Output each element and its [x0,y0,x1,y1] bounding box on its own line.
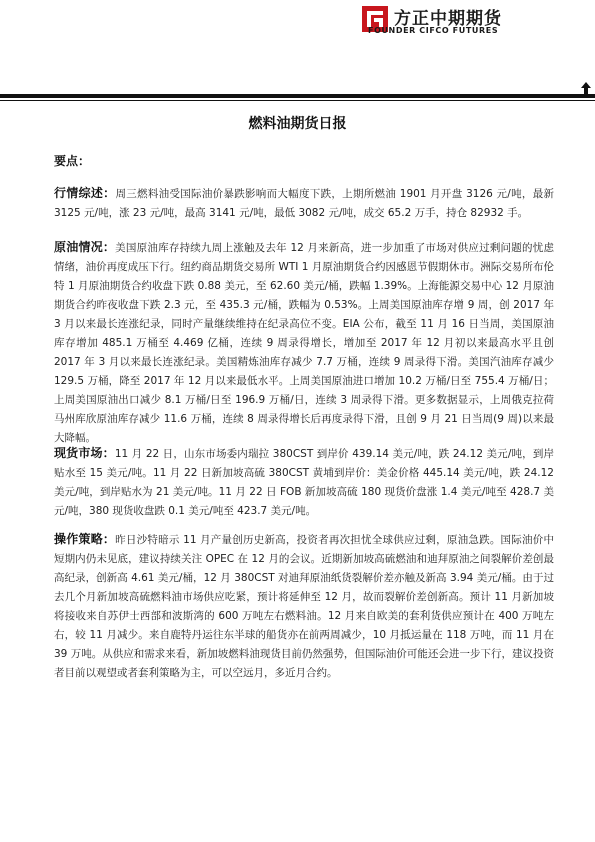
section-crude-oil [54,238,554,448]
section-label: 现货市场： [54,446,115,460]
section-trading-strategy [54,530,554,683]
section-spot-market [54,444,554,521]
brand-name-en: FOUNDER CIFCO FUTURES [368,26,499,35]
section-label: 行情综述： [54,186,116,200]
header-rule-thin [0,100,595,101]
section-text: 昨日沙特暗示 11 月产量创历史新高，投资者再次担忧全球供应过剩，原油急跌。国际油价中短期内仍未见底，建议持续关注 OPEC 在 12 月的会议。近期新加坡高硫燃油和迪拜原油之间裂解价差创最高纪录，创新高 4.61 美元/桶，12 月 380CST 对迪拜原油纸货裂解价差亦触及新高 3.94 美元/桶。由于过去几个月新加坡高硫燃料油市场供应吃紧，预计将延伸至 12 月，故而裂解价差创新高。预计 11 月新加坡将接收来自苏伊士西部和波斯湾的 600 万吨左右燃料油。12 月来自欧美的套利货供应预计在 400 万吨左右，较 11 月减少。来自鹿特丹运往东半球的船货亦在前两周减少，10 月抵运量在 118 万吨，而 11 月在 39 万吨。从供应和需求来看，新加坡燃料油现货目前仍然强势，但国际油价可能还会进一步下行，建议投资者目前以观望或者套利策略为主，可以空远月，多近月合约。 [54,534,554,679]
page-header [0,0,595,100]
brand-name-cn: 方正中期期货 [394,9,502,29]
section-text: 周三燃料油受国际油价暴跌影响而大幅度下跌，上期所燃油 1901 月开盘 3126 元/吨，最新 3125 元/吨，涨 23 元/吨，最高 3141 元/吨，最低 3082 元/吨，成交 65.2 万手，持仓 82932 手。 [54,188,554,219]
section-text: 美国原油库存持续九周上涨触及去年 12 月来新高，进一步加重了市场对供应过剩问题的忧虑情绪，油价再度成压下行。纽约商品期货交易所 WTI 1 月原油期货合约因感恩节假期休市。洲际交易所布伦特 1 月原油期货合约收盘下跌 0.88 美元，至 62.60 美元/桶，跌幅 1.39%。上海能源交易中心 12 月原油期货合约昨夜收盘下跌 2.3 元，至 435.3 元/桶，跌幅为 0.53%。上周美国原油库存增 9 周，创 2017 年 3 月以来最长连涨纪录，同时产量继续维持在纪录高位不变。EIA 公布，截至 11 月 16 日当周，美国原油库存增加 485.1 万桶至 4.469 亿桶，连续 9 周录得增长，增加至 2017 年 12 月初以来最高水平且创 2017 年 3 月以来最长连涨纪录。美国精炼油库存减少 7.7 万桶，连续 9 周录得下滑。美国汽油库存减少 129.5 万桶，降至 2017 年 12 月以来最低水平。上周美国原油进口增加 10.2 万桶/日至 755.4 万桶/日；上周美国原油出口减少 8.1 万桶/日至 196.9 万桶/日，连续 3 周录得下滑。更多数据显示，上周俄克拉荷马州库欣原油库存减少 11.6 万桶，连续 8 周录得增长后再度录得下滑，且创 9 月 21 日当周(9 周)以来最大降幅。 [54,242,554,444]
key-points-heading: 要点： [54,154,91,168]
section-label: 原油情况： [54,240,116,254]
section-label: 操作策略： [54,532,116,546]
header-rule-thick [0,94,595,98]
document-title: 燃料油期货日报 [248,116,347,132]
section-text: 11 月 22 日，山东市场委内瑞拉 380CST 到岸价 439.14 美元/吨，跌 24.12 美元/吨，到岸贴水至 15 美元/吨。11 月 22 日新加坡高硫 380CST 黄埔到岸价：美金价格 445.14 美元/吨，跌 24.12 美元/吨，到岸贴水为 21 美元/吨。11 月 22 日 FOB 新加坡高硫 180 现货价盘涨 1.4 美元/吨至 428.7 美元/吨，380 现货收盘跌 0.1 美元/吨至 423.7 美元/吨。 [54,448,554,517]
section-market-overview [54,184,554,223]
up-arrow-icon [581,82,591,94]
